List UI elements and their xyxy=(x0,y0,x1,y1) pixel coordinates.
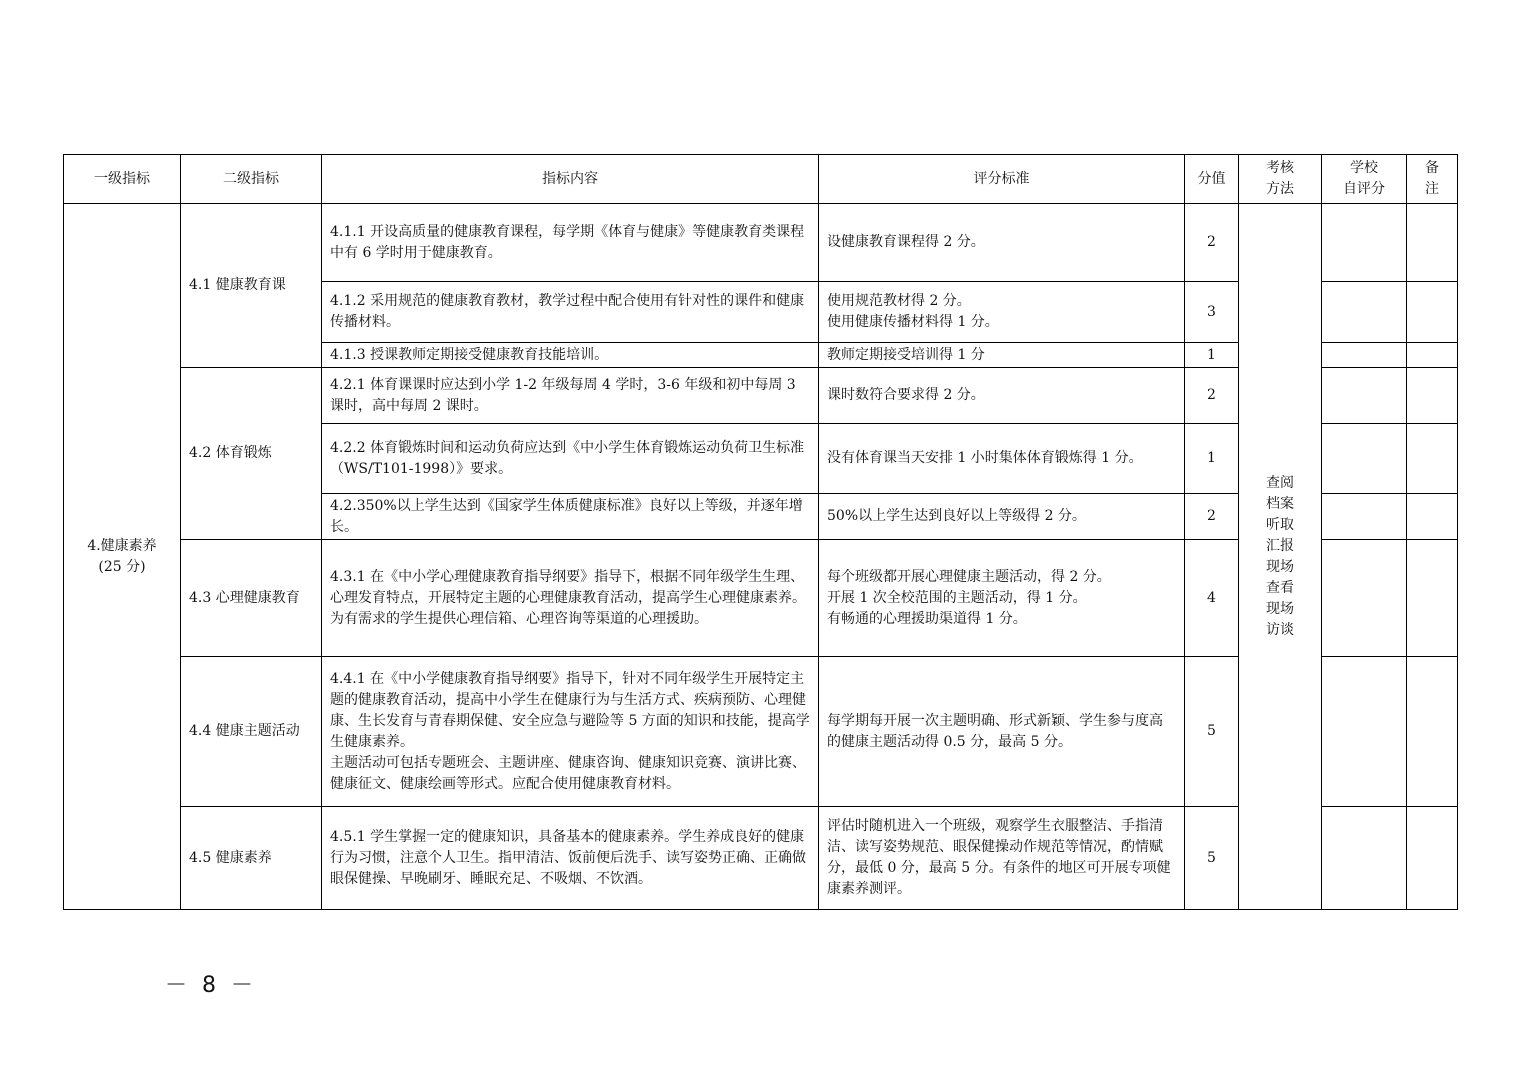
criteria-cell: 每个班级都开展心理健康主题活动，得 2 分。 开展 1 次全校范围的主题活动，得 1 分。 有畅通的心理援助渠道得 1 分。 xyxy=(819,540,1185,657)
criteria-cell: 50%以上学生达到良好以上等级得 2 分。 xyxy=(819,494,1185,540)
criteria-cell: 使用规范教材得 2 分。 使用健康传播材料得 1 分。 xyxy=(819,282,1185,343)
group-4-5: 4.5 健康素养 xyxy=(181,807,322,910)
self-score-cell[interactable] xyxy=(1322,368,1407,424)
header-method: 考核 方法 xyxy=(1239,155,1322,204)
table-row xyxy=(64,204,1458,282)
criteria-cell: 课时数符合要求得 2 分。 xyxy=(819,368,1185,424)
criteria-cell: 评估时随机进入一个班级，观察学生衣服整洁、手指清洁、读写姿势规范、眼保健操动作规范等情况，酌情赋分，最低 0 分，最高 5 分。有条件的地区可开展专项健康素养测评。 xyxy=(819,807,1185,910)
group-4-3: 4.3 心理健康教育 xyxy=(181,540,322,657)
content-cell: 4.2.1 体育课课时应达到小学 1-2 年级每周 4 学时，3-6 年级和初中每周 3 课时，高中每周 2 课时。 xyxy=(322,368,819,424)
content-cell: 4.4.1 在《中小学健康教育指导纲要》指导下，针对不同年级学生开展特定主题的健康教育活动，提高中小学生在健康行为与生活方式、疾病预防、心理健康、生长发育与青春期保健、安全应急与避险等 5 方面的知识和技能，提高学生健康素养。 主题活动可包括专题班会、主题讲座、健康咨询、健康知识竞赛、演讲比赛、健康征文、健康绘画等形式。应配合使用健康教育材料。 xyxy=(322,657,819,807)
note-cell[interactable] xyxy=(1407,807,1458,910)
note-cell[interactable] xyxy=(1407,343,1458,368)
content-cell: 4.3.1 在《中小学心理健康教育指导纲要》指导下，根据不同年级学生生理、心理发育特点，开展特定主题的心理健康教育活动，提高学生心理健康素养。为有需求的学生提供心理信箱、心理咨询等渠道的心理援助。 xyxy=(322,540,819,657)
group-4-2: 4.2 体育锻炼 xyxy=(181,368,322,540)
criteria-cell: 每学期每开展一次主题明确、形式新颖、学生参与度高的健康主题活动得 0.5 分，最高 5 分。 xyxy=(819,657,1185,807)
group-4-1: 4.1 健康教育课 xyxy=(181,204,322,368)
self-score-cell[interactable] xyxy=(1322,204,1407,282)
self-score-cell[interactable] xyxy=(1322,343,1407,368)
score-cell: 1 xyxy=(1185,343,1239,368)
header-content: 指标内容 xyxy=(322,155,819,204)
page-number: － 8 － xyxy=(165,973,257,998)
score-cell: 5 xyxy=(1185,807,1239,910)
note-cell[interactable] xyxy=(1407,368,1458,424)
content-cell: 4.1.1 开设高质量的健康教育课程，每学期《体育与健康》等健康教育类课程中有 6 学时用于健康教育。 xyxy=(322,204,819,282)
header-note: 备 注 xyxy=(1407,155,1458,204)
note-cell[interactable] xyxy=(1407,282,1458,343)
header-criteria: 评分标准 xyxy=(819,155,1185,204)
note-cell[interactable] xyxy=(1407,540,1458,657)
evaluation-table xyxy=(63,154,1458,910)
header-self-score: 学校 自评分 xyxy=(1322,155,1407,204)
header-level2: 二级指标 xyxy=(181,155,322,204)
note-cell[interactable] xyxy=(1407,204,1458,282)
self-score-cell[interactable] xyxy=(1322,494,1407,540)
group-4-4: 4.4 健康主题活动 xyxy=(181,657,322,807)
note-cell[interactable] xyxy=(1407,494,1458,540)
note-cell[interactable] xyxy=(1407,657,1458,807)
self-score-cell[interactable] xyxy=(1322,540,1407,657)
score-cell: 5 xyxy=(1185,657,1239,807)
header-level1: 一级指标 xyxy=(64,155,181,204)
score-cell: 4 xyxy=(1185,540,1239,657)
content-cell: 4.5.1 学生掌握一定的健康知识，具备基本的健康素养。学生养成良好的健康行为习惯，注意个人卫生。指甲清洁、饭前便后洗手、读写姿势正确、正确做眼保健操、早晚刷牙、睡眠充足、不吸烟、不饮酒。 xyxy=(322,807,819,910)
level1-cell: 4.健康素养 (25 分) xyxy=(64,204,181,910)
score-cell: 2 xyxy=(1185,494,1239,540)
header-score: 分值 xyxy=(1185,155,1239,204)
content-cell: 4.2.350%以上学生达到《国家学生体质健康标准》良好以上等级，并逐年增长。 xyxy=(322,494,819,540)
score-cell: 1 xyxy=(1185,424,1239,494)
score-cell: 2 xyxy=(1185,368,1239,424)
content-cell: 4.1.2 采用规范的健康教育教材，教学过程中配合使用有针对性的课件和健康传播材料。 xyxy=(322,282,819,343)
note-cell[interactable] xyxy=(1407,424,1458,494)
score-cell: 2 xyxy=(1185,204,1239,282)
self-score-cell[interactable] xyxy=(1322,424,1407,494)
self-score-cell[interactable] xyxy=(1322,807,1407,910)
self-score-cell[interactable] xyxy=(1322,657,1407,807)
self-score-cell[interactable] xyxy=(1322,282,1407,343)
header-row xyxy=(64,155,1458,204)
method-cell: 查阅 档案 听取 汇报 现场 查看 现场 访谈 xyxy=(1239,204,1322,910)
content-cell: 4.2.2 体育锻炼时间和运动负荷应达到《中小学生体育锻炼运动负荷卫生标准（WS/T101-1998）》要求。 xyxy=(322,424,819,494)
content-cell: 4.1.3 授课教师定期接受健康教育技能培训。 xyxy=(322,343,819,368)
score-cell: 3 xyxy=(1185,282,1239,343)
criteria-cell: 没有体育课当天安排 1 小时集体体育锻炼得 1 分。 xyxy=(819,424,1185,494)
criteria-cell: 教师定期接受培训得 1 分 xyxy=(819,343,1185,368)
criteria-cell: 设健康教育课程得 2 分。 xyxy=(819,204,1185,282)
